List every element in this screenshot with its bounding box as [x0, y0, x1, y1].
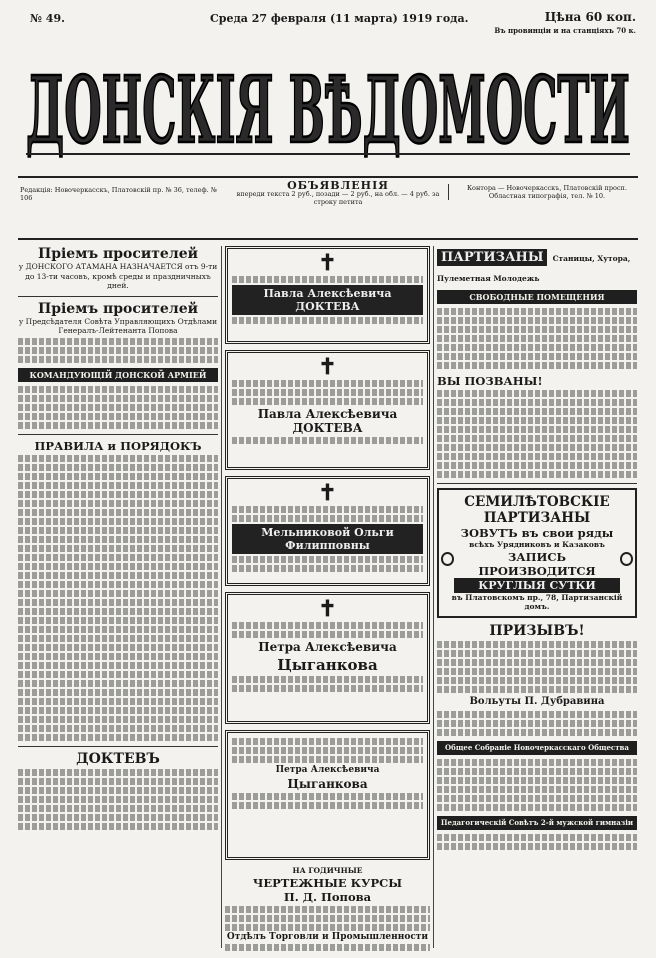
call-to-arms — [437, 623, 637, 736]
obituary-name: Мельниковой Ольги Филипповны — [232, 524, 423, 554]
price: Цѣна 60 коп. — [544, 10, 636, 24]
editorial-address: Редакція: Новочеркасскъ, Платовскій пр. № 36, телеф. № 106 — [20, 186, 217, 202]
premises-body — [437, 308, 637, 369]
ornament-icon — [441, 552, 454, 566]
cross-icon: ✝ — [318, 250, 337, 276]
middle-column — [225, 246, 430, 948]
courses-pre: НА ГОДИЧНЫЕ — [292, 866, 363, 875]
semil-line: ЗОВУТЪ въ свои ряды — [460, 526, 614, 540]
courses-title: ЧЕРТЕЖНЫЕ КУРСЫ — [252, 875, 403, 890]
obituary-first-name: Петра Алексѣевича — [258, 640, 397, 654]
council-body — [437, 834, 637, 850]
ads-heading: ОБЪЯВЛЕНІЯ — [287, 179, 389, 192]
rules-notice — [18, 439, 218, 741]
column-divider — [433, 246, 434, 948]
partisans-subtitle: Станицы, Хутора, Пулеметная Молодежь — [437, 254, 631, 283]
price-note: Въ провинціи и на станціяхъ 70 к. — [494, 26, 636, 35]
masthead-title — [18, 38, 638, 170]
obituary — [225, 730, 430, 860]
cross-icon: ✝ — [318, 480, 337, 506]
obituary-surname: Цыганкова — [287, 777, 368, 791]
partisans-title: ПАРТИЗАНЫ — [437, 249, 547, 266]
masthead-logo — [18, 38, 638, 170]
info-row — [18, 176, 638, 240]
obituary — [225, 246, 430, 344]
trade-department: Отдѣлъ Торговли и Промышленности — [226, 931, 429, 942]
right-column — [437, 246, 637, 948]
semil-line: ЗАПИСЬ ПРОИЗВОДИТСЯ — [478, 549, 596, 578]
semil-address: въ Платовскомъ пр., 78, Партизанскій домъ. — [451, 592, 623, 611]
obituary-name: Павла Алексѣевича ДОКТЕВА — [232, 285, 423, 315]
left-column — [18, 246, 218, 948]
called-title: ВЫ ПОЗВАНЫ! — [437, 374, 543, 388]
courses-name: П. Д. Попова — [283, 889, 372, 904]
funeral-notice — [18, 751, 218, 830]
top-line — [30, 8, 636, 35]
obituary — [225, 350, 430, 470]
call-title: ПРИЗЫВЪ! — [489, 622, 585, 639]
cross-icon: ✝ — [318, 596, 337, 622]
call-signature: Вольуты П. Дубравина — [469, 695, 605, 707]
rules-title: ПРАВИЛА и ПОРЯДОКЪ — [34, 438, 202, 453]
obituary-name: Павла Алексѣевича ДОКТЕВА — [257, 407, 398, 435]
obituary — [225, 476, 430, 586]
ornament-icon — [620, 552, 633, 566]
ads-text: впереди текста 2 руб., позади — 2 руб., на обл. — 4 руб. за строку петита — [236, 190, 440, 206]
issue-number: № 49. — [30, 12, 65, 25]
column-divider — [221, 246, 222, 948]
date-line: Среда 27 февраля (11 марта) 1919 года. — [210, 12, 469, 25]
svg-text:ДОНСКІЯ ВѢДОМОСТИ: ДОНСКІЯ ВѢДОМОСТИ — [26, 56, 630, 164]
office-address: Контора — Новочеркасскъ, Платовскій просп. Областная типографія, тел. № 10. — [448, 184, 641, 200]
reception-title: Пріемъ просителей — [37, 300, 199, 317]
funeral-name: ДОКТЕВЪ — [76, 750, 160, 767]
obituary — [225, 592, 430, 724]
semil-title: СЕМИЛѢТОВСКІЕ ПАРТИЗАНЫ — [464, 494, 610, 526]
reception-text: у ДОНСКОГО АТАМАНА НАЗНАЧАЕТСЯ отъ 9-ти до 13-ти часовъ, кромѣ среды и праздничныхъ дней. — [18, 262, 218, 290]
drafting-courses-ad — [225, 866, 430, 951]
pedagogical-council-heading: Педагогическій Совѣтъ 2-й мужской гимназіи — [437, 816, 637, 830]
reception-notice-ataman — [18, 246, 218, 291]
obituary-surname: Цыганкова — [277, 656, 378, 674]
reception-notice-chairman — [18, 301, 218, 363]
semil-line: КРУГЛЫЯ СУТКИ — [454, 578, 620, 593]
free-premises-heading: СВОБОДНЫЕ ПОМЕЩЕНИЯ — [437, 290, 637, 304]
army-notice-body — [18, 386, 218, 429]
reception-title: Пріемъ просителей — [37, 246, 199, 262]
partisans-ad — [437, 246, 637, 285]
society-meeting-heading: Общее Собраніе Новочеркасскаго Общества — [437, 741, 637, 755]
army-commander-heading: КОМАНДУЮЩІЙ ДОНСКОЙ АРМІЕЙ — [18, 368, 218, 382]
society-body — [437, 759, 637, 811]
reception-text: у Предсѣдателя Совѣта Управляющихъ Отдѣлами Генералъ-Лейтенанта Попова — [18, 316, 218, 335]
cross-icon: ✝ — [318, 354, 337, 380]
called-notice — [437, 374, 637, 478]
semil-line: всѣхъ Урядниковъ и Казаковъ — [469, 540, 605, 549]
semiletovsky-partisans-ad — [437, 488, 637, 618]
ads-block — [233, 179, 443, 206]
obituary-first-name: Петра Алексѣевича — [275, 765, 380, 775]
